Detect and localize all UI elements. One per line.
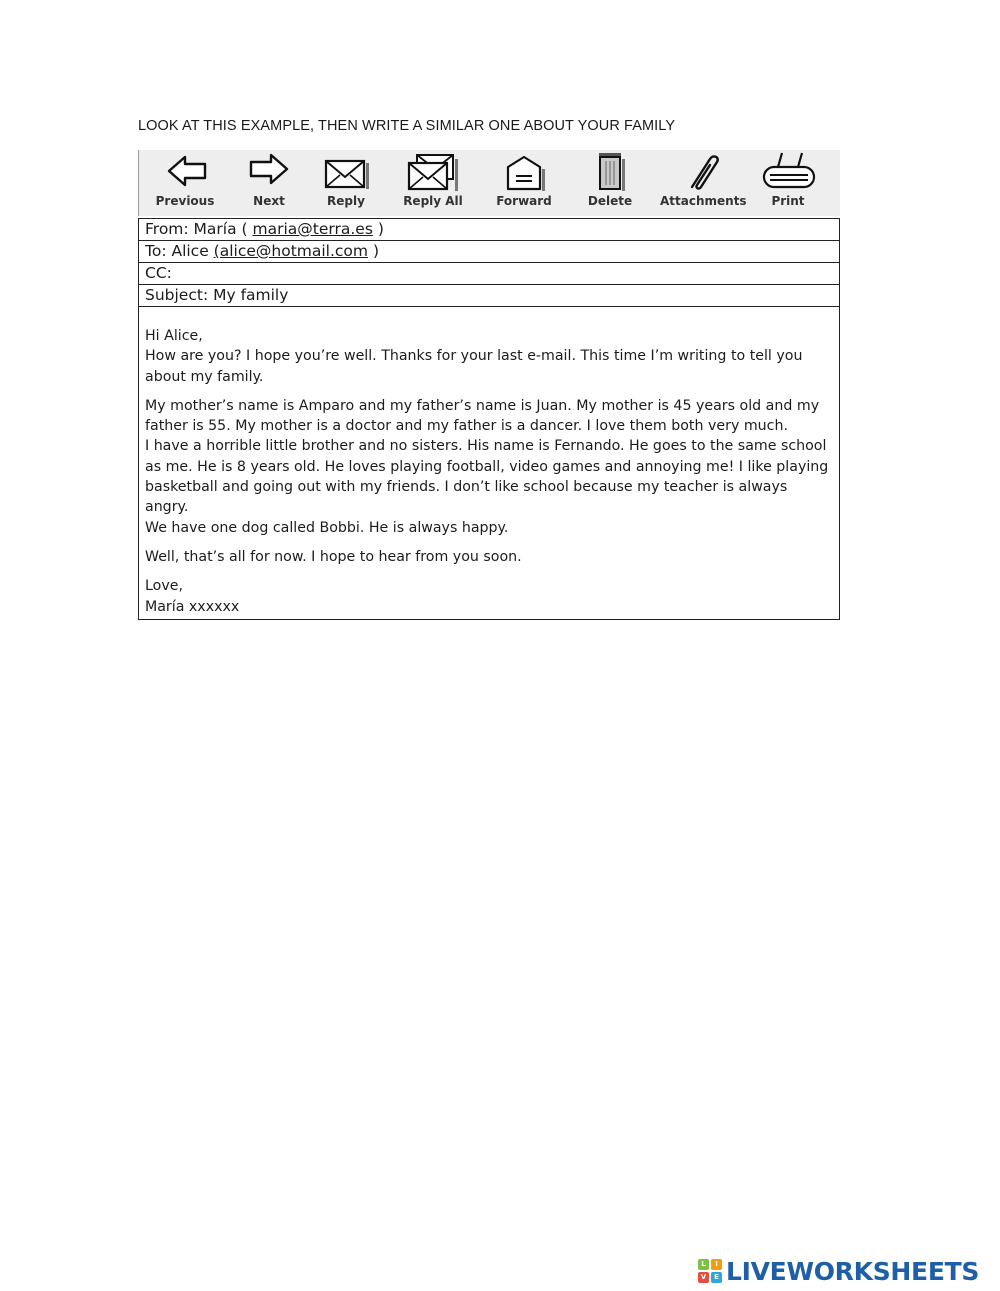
reply-button[interactable] xyxy=(306,150,386,216)
liveworksheets-logo xyxy=(698,1258,979,1284)
envelope-icon xyxy=(318,151,374,193)
to-prefix: To: Alice xyxy=(145,242,214,260)
previous-label: Previous xyxy=(155,194,215,208)
instruction-heading: LOOK AT THIS EXAMPLE, THEN WRITE A SIMILAR ONE ABOUT YOUR FAMILY xyxy=(138,118,676,134)
email-body xyxy=(138,307,840,620)
body-paragraph-2: My mother’s name is Amparo and my father’s name is Juan. My mother is 45 years old and my father is 55. My mother is a doctor and my father is a dancer. I love them both very much. xyxy=(145,397,820,435)
reply-label: Reply xyxy=(327,194,365,208)
closing: Love, xyxy=(145,578,183,595)
next-button[interactable] xyxy=(229,150,309,216)
attachments-button[interactable] xyxy=(660,150,747,216)
body-paragraph-1: How are you? I hope you’re well. Thanks for your last e-mail. This time I’m writing to tell you about my family. xyxy=(145,348,803,385)
arrow-right-icon xyxy=(241,151,297,191)
to-address-link[interactable]: (alice@hotmail.com xyxy=(213,242,369,260)
logo-letter-v: V xyxy=(698,1272,709,1283)
subject-field: Subject: My family xyxy=(139,285,839,307)
body-paragraph-3: I have a horrible little brother and no sisters. His name is Fernando. He goes to the same school as me. He is 8 years old. He loves playing football, video games and annoying me! I like playing basketball and going out with my friends. I don’t like school because my teacher is always angry. xyxy=(145,438,829,516)
print-label: Print xyxy=(771,194,805,208)
attachments-label: Attachments xyxy=(660,194,747,208)
envelopes-icon xyxy=(403,151,463,193)
body-paragraph-4: We have one dog called Bobbi. He is always happy. xyxy=(145,519,509,536)
logo-mark-icon xyxy=(698,1259,722,1283)
email-toolbar xyxy=(138,150,840,216)
reply-all-button[interactable] xyxy=(393,150,473,216)
from-suffix: ) xyxy=(372,220,384,238)
from-address-link[interactable]: maria@terra.es xyxy=(252,220,373,238)
next-label: Next xyxy=(253,194,285,208)
email-window xyxy=(138,150,840,620)
logo-letter-i: I xyxy=(711,1259,722,1270)
from-prefix: From: María ( xyxy=(145,220,253,238)
logo-text: LIVEWORKSHEETS xyxy=(726,1256,980,1286)
trash-icon xyxy=(582,151,638,193)
forward-button[interactable] xyxy=(484,150,564,216)
paperclip-icon xyxy=(672,151,728,193)
arrow-left-icon xyxy=(157,151,213,191)
to-field xyxy=(139,241,839,263)
print-button[interactable] xyxy=(748,150,828,216)
reply-all-label: Reply All xyxy=(403,194,463,208)
previous-button[interactable] xyxy=(145,150,225,216)
forward-envelope-icon xyxy=(496,151,552,193)
to-suffix: ) xyxy=(368,242,379,260)
delete-label: Delete xyxy=(587,194,633,208)
logo-letter-e: E xyxy=(711,1272,722,1283)
printer-icon xyxy=(756,151,820,193)
forward-label: Forward xyxy=(496,194,552,208)
logo-letter-l: L xyxy=(698,1259,709,1270)
signature: María xxxxxx xyxy=(145,598,240,615)
body-paragraph-5: Well, that’s all for now. I hope to hear from you soon. xyxy=(145,548,522,565)
greeting: Hi Alice, xyxy=(145,328,203,344)
delete-button[interactable] xyxy=(570,150,650,216)
email-headers xyxy=(138,218,840,307)
cc-field: CC: xyxy=(139,263,839,285)
from-field xyxy=(139,219,839,241)
